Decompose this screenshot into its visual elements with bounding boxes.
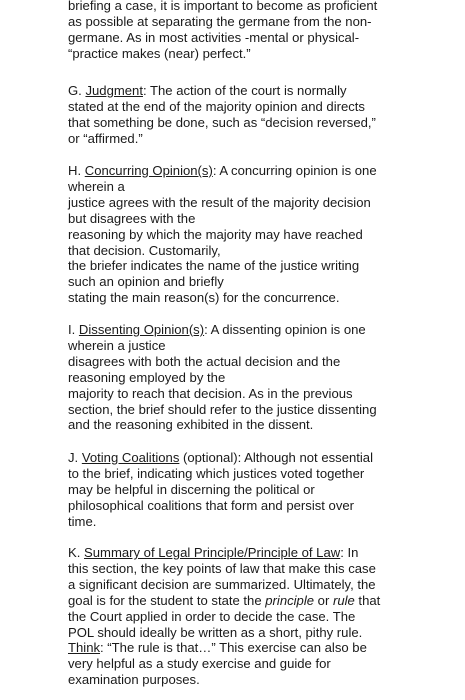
section-k-line <box>68 640 408 656</box>
section-i-first-line <box>68 322 408 338</box>
section-k-line: examination purposes. <box>68 672 200 688</box>
section-h-letter: H. <box>68 163 82 178</box>
section-h-first-line <box>68 163 408 179</box>
section-k-summary-of-legal-principle <box>68 545 408 688</box>
section-j-heading: Voting Coalitions <box>81 450 180 465</box>
intro-line: briefing a case, it is important to become as proficient <box>68 0 378 13</box>
section-h-line: that decision. Customarily, <box>68 242 221 258</box>
section-g-line: or “affirmed.” <box>68 130 143 146</box>
section-k-text: : “The rule is that…” This exercise can also be <box>100 640 367 656</box>
section-h-line: justice agrees with the result of the majority decision <box>68 194 371 210</box>
section-j-first-line <box>68 450 408 466</box>
section-g-line: stated at the end of the majority opinion and directs <box>68 98 365 114</box>
section-i-heading: Dissenting Opinion(s) <box>78 322 205 337</box>
section-g-judgment <box>68 83 408 147</box>
section-g-heading: Judgment <box>85 83 143 98</box>
section-i-line: disagrees with both the actual decision and the <box>68 353 341 369</box>
section-k-letter: K. <box>68 545 81 560</box>
section-k-text: or <box>314 592 333 608</box>
section-k-first-line <box>68 545 408 561</box>
section-i-line: wherein a justice <box>68 337 166 353</box>
section-i-line: majority to reach that decision. As in the previous <box>68 385 353 401</box>
section-k-line: the Court applied in order to decide the case. The <box>68 608 356 624</box>
section-j-line: (optional): Although not essential <box>179 450 373 465</box>
principle-emphasis: principle <box>265 592 315 608</box>
section-g-letter: G. <box>68 83 82 98</box>
section-k-line: very helpful as a study exercise and guide for <box>68 656 331 672</box>
section-j-voting-coalitions <box>68 450 408 530</box>
section-h-line: such an opinion and briefly <box>68 274 224 290</box>
intro-line: “practice makes (near) perfect.” <box>68 45 251 61</box>
section-i-letter: I. <box>68 322 76 337</box>
section-g-line: : The action of the court is normally <box>142 83 347 98</box>
think-label: Think <box>68 640 101 656</box>
section-k-line <box>68 593 408 609</box>
section-k-line: a significant decision are summarized. Ultimately, the <box>68 576 376 592</box>
intro-line: germane. As in most activities -mental or physical- <box>68 29 360 45</box>
section-i-line: reasoning employed by the <box>68 369 226 385</box>
section-h-line: stating the main reason(s) for the concurrence. <box>68 290 340 306</box>
section-i-dissenting-opinion <box>68 322 408 433</box>
section-h-heading: Concurring Opinion(s) <box>84 163 213 178</box>
section-g-first-line <box>68 83 408 99</box>
section-k-text: that <box>354 592 381 608</box>
section-h-line: wherein a <box>68 178 125 194</box>
section-k-line: this section, the key points of law that make this case <box>68 560 376 576</box>
section-h-line: but disagrees with the <box>68 210 196 226</box>
section-k-heading: Summary of Legal Principle/Principle of Law <box>84 545 341 560</box>
section-g-line: that something be done, such as “decision reversed,” <box>68 114 376 130</box>
section-i-line: and the reasoning exhibited in the dissent. <box>68 417 314 433</box>
section-k-line: POL should ideally be written as a short, pithy rule. <box>68 624 363 640</box>
section-h-line: reasoning by which the majority may have reached <box>68 226 363 242</box>
section-j-line: to the brief, indicating which justices voted together <box>68 465 365 481</box>
section-k-line: : In <box>340 545 359 560</box>
section-k-text: goal is for the student to state the <box>68 592 266 608</box>
section-h-line: : A concurring opinion is one <box>212 163 377 178</box>
section-h-line: the briefer indicates the name of the justice writing <box>68 258 360 274</box>
rule-emphasis: rule <box>332 592 355 608</box>
section-h-concurring-opinion <box>68 163 408 306</box>
section-j-line: philosophical coalitions that form and persist over <box>68 497 355 513</box>
intro-line: as possible at separating the germane from the non- <box>68 13 372 29</box>
section-j-line: time. <box>68 513 97 529</box>
section-i-line: section, the brief should refer to the justice dissenting <box>68 401 377 417</box>
section-j-letter: J. <box>68 450 79 465</box>
section-i-line: : A dissenting opinion is one <box>204 322 366 337</box>
section-j-line: may be helpful in discerning the political or <box>68 481 315 497</box>
intro-paragraph <box>68 0 408 62</box>
